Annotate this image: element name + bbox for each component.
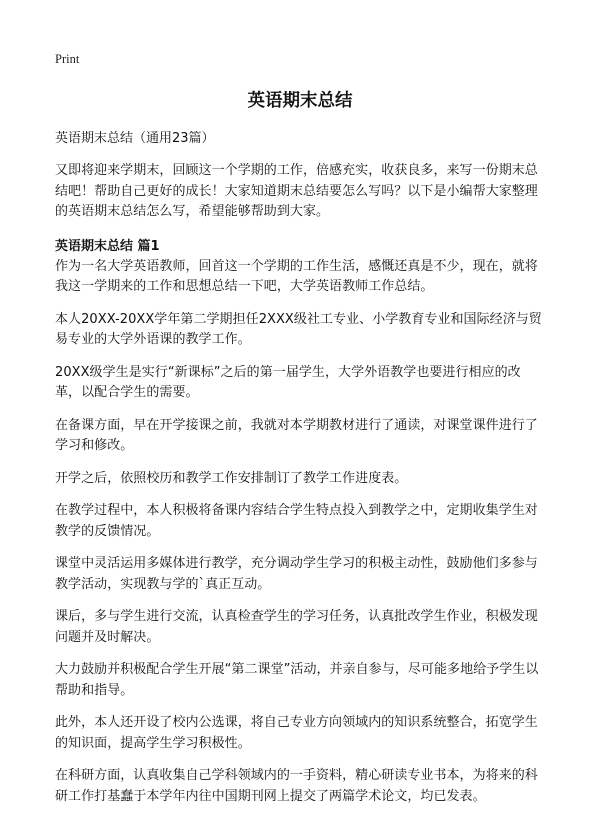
paragraph: 在科研方面，认真收集自己学科领域内的一手资料，精心研读专业书本，为将来的科研工作打基蠢于本学年内往中国期刊网上提交了两篇学术论文，均已发表。 <box>55 768 538 804</box>
intro-paragraph: 又即将迎来学期末，回顾这一个学期的工作，倍感充实，收获良多，来写一份期末总结吧！帮助自己更好的成长！大家知道期末总结要怎么写吗？以下是小编帮大家整理的英语期末总结怎么写，希望能够帮助到大家。 <box>55 163 538 219</box>
paragraph: 20XX级学生是实行“新课标”之后的第一届学生，大学外语教学也要进行相应的改革，以配合学生的需要。 <box>55 364 521 400</box>
paragraph: 此外，本人还开设了校内公选课，将自己专业方向领域内的知识系统整合，拓宽学生的知识面，提高学生学习积极性。 <box>55 715 538 751</box>
paragraph: 大力鼓励并积极配合学生开展“第二课堂”活动，并亲自参与，尽可能多地给予学生以帮助和指导。 <box>55 662 539 698</box>
paragraph: 作为一名大学英语教师，回首这一个学期的工作生活，感慨还真是不少，现在，就将我这一学期来的工作和思想总结一下吧，大学英语教师工作总结。 <box>55 258 538 294</box>
print-link[interactable]: Print <box>55 52 80 66</box>
section-heading: 英语期末总结 篇1 <box>55 238 160 254</box>
paragraph: 课后，多与学生进行交流，认真检查学生的学习任务，认真批改学生作业，积极发现问题并及时解决。 <box>55 609 538 645</box>
paragraph: 课堂中灵活运用多媒体进行教学，充分调动学生学习的积极主动性，鼓励他们多参与教学活动，实现教与学的`真正互动。 <box>55 556 538 592</box>
section-content <box>55 257 545 808</box>
paragraph: 在备课方面，早在开学接课之前，我就对本学期教材进行了通读，对课堂课件进行了学习和修改。 <box>55 417 538 453</box>
paragraph: 在教学过程中，本人积极将备课内容结合学生特点投入到教学之中，定期收集学生对教学的反馈情况。 <box>55 503 538 539</box>
page-title: 英语期末总结 <box>247 91 353 111</box>
paragraph: 开学之后，依照校历和教学工作安排制订了教学工作进度表。 <box>55 470 408 486</box>
document-subtitle: 英语期末总结（通用23篇） <box>55 131 215 146</box>
paragraph: 本人20XX-20XX学年第二学期担任2XXX级社工专业、小学教育专业和国际经济与贸易专业的大学外语课的教学工作。 <box>55 311 542 347</box>
